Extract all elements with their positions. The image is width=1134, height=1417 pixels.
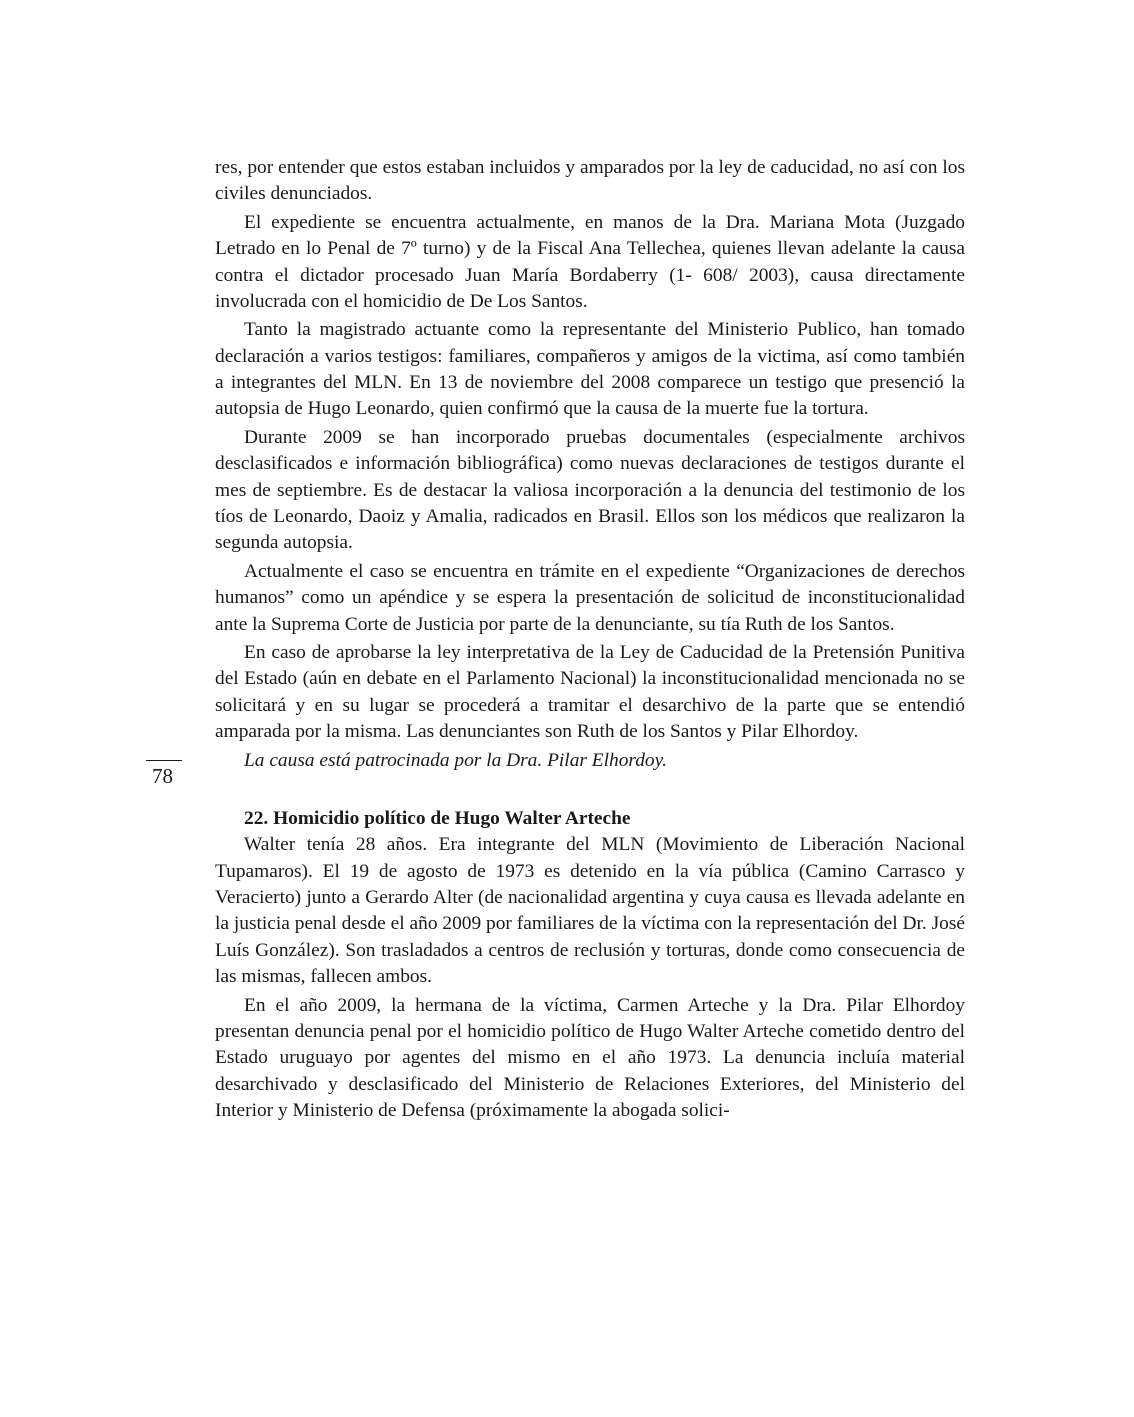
page-number-rule — [146, 760, 182, 761]
paragraph: En caso de aprobarse la ley interpretativa de la Ley de Caducidad de la Pretensión Punitiva del Estado (aún en debate en el Parlamento Nacional) la inconstitucionalidad mencionada no se solicitará y en su lugar se procederá a tramitar el desarchivo de la parte que se entendió amparada por la misma. Las denunciantes son Ruth de los Santos y Pilar Elhordoy. — [215, 642, 965, 743]
page-number: 78 — [152, 764, 173, 788]
paragraph: Tanto la magistrado actuante como la representante del Ministerio Publico, han tomado declaración a varios testigos: familiares, compañeros y amigos de la victima, así como también a integrantes del MLN. En 13 de noviembre del 2008 comparece un testigo que presenció la autopsia de Hugo Leonardo, quien confirmó que la causa de la muerte fue la tortura. — [215, 319, 965, 420]
paragraph: Actualmente el caso se encuentra en trámite en el expediente “Organizaciones de derechos humanos” como un apéndice y se espera la presentación de solicitud de inconstitucionalidad ante la Suprema Corte de Justicia por parte de la denunciante, su tía Ruth de los Santos. — [215, 560, 965, 635]
paragraph: Walter tenía 28 años. Era integrante del MLN (Movimiento de Liberación Nacional Tupamaros). El 19 de agosto de 1973 es detenido en la vía pública (Camino Carrasco y Veracierto) junto a Gerardo Alter (de nacionalidad argentina y cuya causa es llevada adelante en la justicia penal desde el año 2009 por familiares de la víctima con la representación del Dr. José Luís González). Son trasladados a centros de reclusión y torturas, donde como consecuencia de las mismas, fallecen ambos. — [215, 834, 965, 988]
paragraph: En el año 2009, la hermana de la víctima, Carmen Arteche y la Dra. Pilar Elhordoy presentan denuncia penal por el homicidio político de Hugo Walter Arteche cometido dentro del Estado uruguayo por agentes del mismo en el año 1973. La denuncia incluía material desarchivado y desclasificado del Ministerio de Relaciones Exteriores, del Ministerio del Interior y Ministerio de Defensa (próximamente la abogada solici- — [215, 994, 965, 1121]
closing-note: La causa está patrocinada por la Dra. Pilar Elhordoy. — [244, 749, 668, 771]
paragraph: Durante 2009 se han incorporado pruebas documentales (especialmente archivos desclasificados e información bibliográfica) como nuevas declaraciones de testigos durante el mes de septiembre. Es de destacar la valiosa incorporación a la denuncia del testimonio de los tíos de Leonardo, Daoiz y Amalia, radicados en Brasil. Ellos son los médicos que realizaron la segunda autopsia. — [215, 427, 965, 554]
section-heading: 22. Homicidio político de Hugo Walter Arteche — [244, 808, 631, 830]
paragraph: res, por entender que estos estaban incluidos y amparados por la ley de caducidad, no así con los civiles denunciados. — [215, 157, 965, 205]
body-text — [215, 155, 965, 1124]
paragraph: El expediente se encuentra actualmente, en manos de la Dra. Mariana Mota (Juzgado Letrado en lo Penal de 7º turno) y de la Fiscal Ana Tellechea, quienes llevan adelante la causa contra el dictador procesado Juan María Bordaberry (1- 608/ 2003), causa directamente involucrada con el homicidio de De Los Santos. — [215, 211, 965, 312]
